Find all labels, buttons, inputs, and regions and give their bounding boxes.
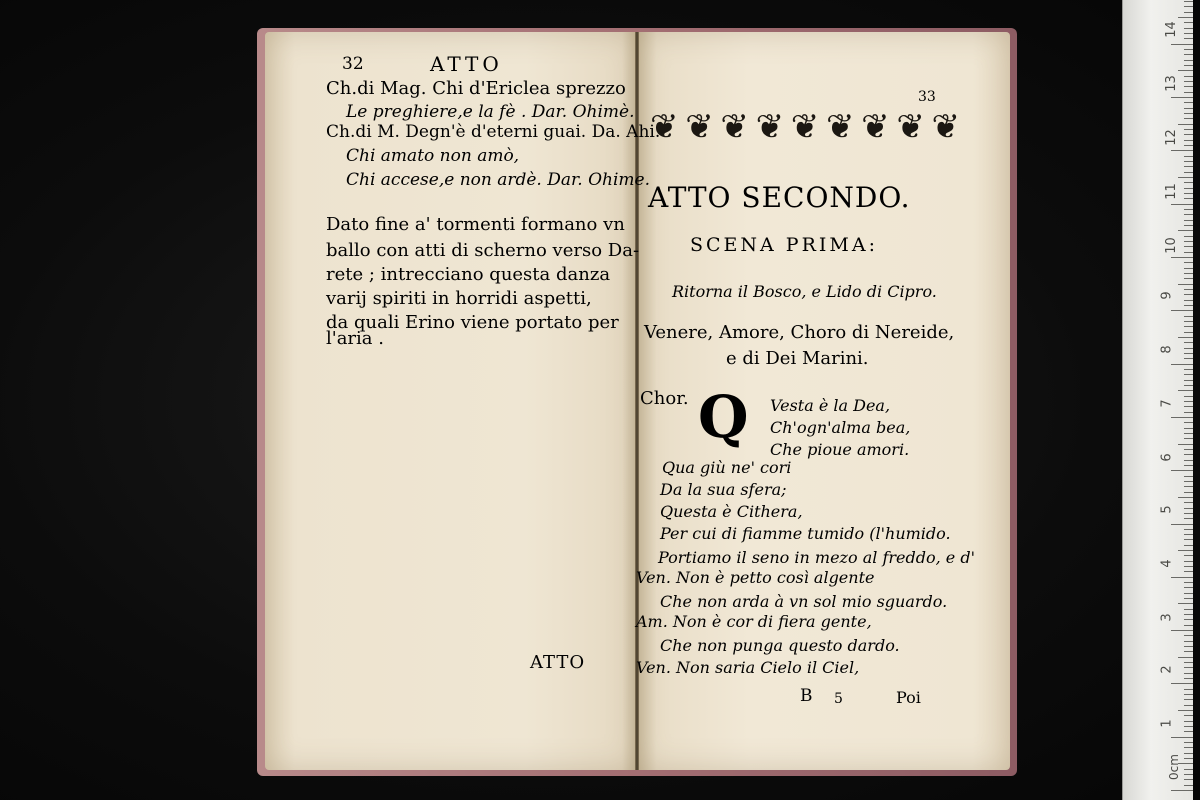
- ruler-tick: [1184, 481, 1193, 482]
- ruler-tick: [1184, 140, 1193, 141]
- ruler-tick: [1184, 428, 1193, 429]
- ornament-band: [650, 96, 960, 158]
- ruler-tick: [1184, 422, 1193, 423]
- ruler-tick: [1184, 1, 1193, 2]
- ruler-tick: [1184, 65, 1193, 66]
- stage-direction-3: rete ; intrecciano questa danza: [326, 264, 611, 285]
- ruler-tick: [1184, 571, 1193, 572]
- ruler-tick: [1184, 156, 1193, 157]
- ruler-tick: [1184, 396, 1193, 397]
- verse-line-9: Che non punga questo dardo.: [660, 636, 900, 655]
- ruler-tick: [1184, 129, 1193, 130]
- ruler-number-11: 11: [1163, 183, 1179, 200]
- verse-line-3: Questa è Cithera,: [660, 502, 803, 521]
- ruler-tick: [1184, 198, 1193, 199]
- dropcap-line-2: Ch'ogn'alma bea,: [770, 418, 911, 437]
- ruler-tick: [1184, 33, 1193, 34]
- ruler-tick: [1184, 774, 1193, 775]
- ruler-tick: [1184, 785, 1193, 786]
- stage-direction-1: Dato fine a' tormenti formano vn: [326, 214, 625, 235]
- verse-line-7: Che non arda à vn sol mio sguardo.: [660, 592, 948, 611]
- ruler-tick: [1178, 710, 1193, 711]
- ruler-tick: [1171, 524, 1193, 525]
- ruler-tick: [1178, 70, 1193, 71]
- ruler-tick: [1184, 193, 1193, 194]
- stage-direction-6: l'aria .: [326, 328, 384, 349]
- ruler-tick: [1184, 635, 1193, 636]
- ruler-tick: [1184, 460, 1193, 461]
- ruler-tick: [1184, 49, 1193, 50]
- ruler-number-5: 5: [1159, 505, 1175, 514]
- ruler-number-14: 14: [1163, 21, 1179, 38]
- fleuron-icon: ❦: [755, 107, 785, 147]
- dropcap-line-3: Che pioue amori.: [770, 440, 910, 459]
- ruler-tick: [1184, 108, 1193, 109]
- ruler-tick: [1184, 273, 1193, 274]
- left-line-1: Ch.di Mag. Chi d'Ericlea sprezzo: [326, 78, 626, 99]
- ruler-tick: [1184, 662, 1193, 663]
- ruler-number-8: 8: [1159, 345, 1175, 354]
- left-catchword: ATTO: [530, 652, 586, 673]
- ruler-tick: [1184, 161, 1193, 162]
- verse-line-5: Portiamo il seno in mezo al freddo, e d': [658, 548, 975, 567]
- ruler-tick: [1184, 694, 1193, 695]
- ruler-tick: [1184, 731, 1193, 732]
- ruler-tick: [1184, 92, 1193, 93]
- ruler-tick: [1184, 587, 1193, 588]
- dropcap-line-1: Vesta è la Dea,: [770, 396, 891, 415]
- act-title: ATTO SECONDO.: [648, 181, 911, 214]
- ruler-tick: [1184, 76, 1193, 77]
- fleuron-icon: ❦: [825, 107, 855, 147]
- ruler-tick: [1184, 348, 1193, 349]
- ruler-tick: [1184, 619, 1193, 620]
- ruler-tick: [1184, 625, 1193, 626]
- ruler-tick: [1184, 369, 1193, 370]
- ruler-tick: [1184, 289, 1193, 290]
- ruler-tick: [1184, 166, 1193, 167]
- ruler-tick: [1184, 38, 1193, 39]
- ruler-tick: [1184, 502, 1193, 503]
- fleuron-icon: ❦: [896, 107, 925, 147]
- ruler-tick: [1184, 241, 1193, 242]
- ruler-tick: [1184, 278, 1193, 279]
- ruler-tick: [1171, 417, 1193, 418]
- ruler-tick: [1178, 603, 1193, 604]
- characters-line-1: Venere, Amore, Choro di Nereide,: [644, 322, 955, 343]
- ruler-tick: [1184, 60, 1193, 61]
- ruler-tick: [1184, 705, 1193, 706]
- ruler-tick: [1184, 22, 1193, 23]
- ruler-unit-label: 0cm: [1166, 754, 1181, 780]
- ruler-tick: [1178, 230, 1193, 231]
- ruler-tick: [1178, 124, 1193, 125]
- ruler-tick: [1184, 492, 1193, 493]
- ruler-tick: [1184, 742, 1193, 743]
- stage-direction-4: varij spiriti in horridi aspetti,: [326, 288, 592, 309]
- ruler-tick: [1184, 539, 1193, 540]
- ruler-tick: [1184, 555, 1193, 556]
- ruler-tick: [1184, 113, 1193, 114]
- ruler-tick: [1171, 310, 1193, 311]
- ruler-tick: [1171, 44, 1193, 45]
- ruler-tick: [1184, 6, 1193, 7]
- fleuron-icon: ❦: [931, 107, 960, 147]
- ruler-tick: [1184, 566, 1193, 567]
- ruler-number-2: 2: [1159, 665, 1175, 674]
- ruler-tick: [1178, 337, 1193, 338]
- stage-direction-5: da quali Erino viene portato per: [326, 312, 619, 333]
- ruler-tick: [1171, 204, 1193, 205]
- ruler-tick: [1171, 257, 1193, 258]
- ruler-tick: [1184, 300, 1193, 301]
- speaker-chor: Chor.: [640, 388, 689, 409]
- ruler-tick: [1184, 54, 1193, 55]
- ruler-tick: [1184, 486, 1193, 487]
- ruler-tick: [1184, 465, 1193, 466]
- fleuron-icon: ❦: [685, 107, 714, 147]
- ruler-tick: [1184, 513, 1193, 514]
- verse-line-6: Ven. Non è petto così algente: [636, 568, 875, 587]
- verse-line-1: Qua giù ne' cori: [662, 458, 792, 477]
- ruler-tick: [1184, 673, 1193, 674]
- ruler-tick: [1184, 779, 1193, 780]
- ruler-tick: [1184, 476, 1193, 477]
- ruler-tick: [1184, 508, 1193, 509]
- ruler-number-1: 1: [1159, 719, 1175, 728]
- ruler-tick: [1184, 380, 1193, 381]
- ruler-tick: [1184, 342, 1193, 343]
- ruler-tick: [1178, 497, 1193, 498]
- ruler-tick: [1184, 699, 1193, 700]
- ruler-tick: [1184, 518, 1193, 519]
- ruler-tick: [1184, 678, 1193, 679]
- ruler-tick: [1184, 188, 1193, 189]
- left-line-5: Chi accese,e non ardè. Dar. Ohime.: [346, 170, 650, 190]
- ruler-tick: [1184, 182, 1193, 183]
- ruler-tick: [1184, 353, 1193, 354]
- ruler-number-3: 3: [1159, 613, 1175, 622]
- ruler-tick: [1184, 326, 1193, 327]
- signature-number: 5: [834, 691, 843, 707]
- ruler-number-12: 12: [1163, 129, 1179, 146]
- ruler-tick: [1184, 401, 1193, 402]
- ruler-tick: [1184, 758, 1193, 759]
- ruler-tick: [1184, 268, 1193, 269]
- left-line-3: Ch.di M. Degn'è d'eterni guai. Da. Ahi.: [326, 122, 661, 142]
- measuring-ruler: [1122, 0, 1193, 800]
- ruler-tick: [1184, 529, 1193, 530]
- ruler-tick: [1184, 172, 1193, 173]
- ruler-tick: [1184, 118, 1193, 119]
- ruler-tick: [1184, 252, 1193, 253]
- ruler-tick: [1184, 12, 1193, 13]
- left-line-4: Chi amato non amò,: [346, 146, 520, 166]
- ruler-tick: [1178, 390, 1193, 391]
- ruler-tick: [1184, 406, 1193, 407]
- ruler-number-10: 10: [1163, 237, 1179, 254]
- ruler-tick: [1184, 225, 1193, 226]
- ruler-tick: [1184, 641, 1193, 642]
- right-catchword: Poi: [896, 688, 921, 707]
- ruler-tick: [1184, 593, 1193, 594]
- ruler-tick: [1184, 582, 1193, 583]
- ruler-tick: [1184, 28, 1193, 29]
- ruler-tick: [1184, 262, 1193, 263]
- ruler-tick: [1184, 134, 1193, 135]
- scene-title: SCENA PRIMA:: [690, 234, 878, 256]
- fleuron-icon: ❦: [861, 107, 890, 147]
- stage-direction-2: ballo con atti di scherno verso Da-: [326, 240, 640, 261]
- ruler-tick: [1184, 747, 1193, 748]
- ruler-tick: [1178, 17, 1193, 18]
- ruler-tick: [1171, 470, 1193, 471]
- ruler-tick: [1178, 444, 1193, 445]
- ruler-tick: [1184, 438, 1193, 439]
- fleuron-icon: ❦: [650, 107, 679, 147]
- ruler-tick: [1184, 769, 1193, 770]
- ruler-tick: [1184, 454, 1193, 455]
- ruler-tick: [1184, 753, 1193, 754]
- ruler-tick: [1171, 150, 1193, 151]
- ruler-tick: [1184, 102, 1193, 103]
- ruler-tick: [1171, 790, 1193, 791]
- ruler-tick: [1184, 374, 1193, 375]
- ruler-tick: [1184, 209, 1193, 210]
- ruler-tick: [1184, 358, 1193, 359]
- ruler-tick: [1184, 609, 1193, 610]
- setting-line: Ritorna il Bosco, e Lido di Cipro.: [672, 282, 937, 301]
- ruler-tick: [1171, 364, 1193, 365]
- right-page-number: 33: [918, 89, 936, 105]
- ruler-tick: [1184, 598, 1193, 599]
- ruler-tick: [1171, 577, 1193, 578]
- verse-line-8: Am. Non è cor di fiera gente,: [636, 612, 872, 631]
- ruler-tick: [1184, 689, 1193, 690]
- ruler-tick: [1184, 412, 1193, 413]
- left-running-head: ATTO: [430, 52, 503, 76]
- ruler-tick: [1184, 561, 1193, 562]
- verse-line-2: Da la sua sfera;: [660, 480, 787, 499]
- ruler-tick: [1184, 321, 1193, 322]
- ruler-tick: [1184, 385, 1193, 386]
- ruler-tick: [1184, 305, 1193, 306]
- ruler-tick: [1184, 449, 1193, 450]
- verse-line-10: Ven. Non saria Cielo il Ciel,: [636, 658, 860, 677]
- ruler-tick: [1184, 667, 1193, 668]
- ruler-tick: [1184, 294, 1193, 295]
- signature-mark: B: [800, 686, 813, 706]
- ruler-tick: [1171, 737, 1193, 738]
- ruler-tick: [1184, 726, 1193, 727]
- ruler-tick: [1184, 332, 1193, 333]
- ruler-tick: [1184, 145, 1193, 146]
- ruler-tick: [1178, 177, 1193, 178]
- ruler-tick: [1184, 220, 1193, 221]
- ruler-tick: [1184, 316, 1193, 317]
- left-line-2: Le preghiere,e la fè . Dar. Ohimè.: [346, 102, 635, 122]
- drop-cap: Q: [698, 383, 749, 451]
- ruler-tick: [1184, 236, 1193, 237]
- ruler-number-7: 7: [1159, 399, 1175, 408]
- ruler-tick: [1184, 86, 1193, 87]
- characters-line-2: e di Dei Marini.: [726, 348, 869, 369]
- fleuron-icon: ❦: [720, 107, 749, 147]
- ruler-tick: [1184, 721, 1193, 722]
- ruler-tick: [1178, 284, 1193, 285]
- ruler-tick: [1184, 646, 1193, 647]
- ruler-number-13: 13: [1163, 75, 1179, 92]
- ruler-tick: [1184, 614, 1193, 615]
- ruler-tick: [1184, 715, 1193, 716]
- ruler-tick: [1171, 97, 1193, 98]
- ruler-tick: [1178, 657, 1193, 658]
- ruler-tick: [1178, 550, 1193, 551]
- ruler-number-4: 4: [1159, 559, 1175, 568]
- ruler-number-6: 6: [1159, 453, 1175, 462]
- ruler-tick: [1184, 214, 1193, 215]
- ruler-tick: [1184, 534, 1193, 535]
- ruler-tick: [1184, 433, 1193, 434]
- ruler-tick: [1184, 246, 1193, 247]
- ruler-tick: [1184, 81, 1193, 82]
- ruler-tick: [1184, 545, 1193, 546]
- ruler-tick: [1171, 683, 1193, 684]
- left-page-number: 32: [342, 54, 364, 74]
- ruler-tick: [1171, 630, 1193, 631]
- ruler-number-9: 9: [1159, 291, 1175, 300]
- verse-line-4: Per cui di fiamme tumido (l'humido.: [660, 524, 951, 543]
- ruler-tick: [1184, 651, 1193, 652]
- fleuron-icon: ❦: [790, 107, 820, 147]
